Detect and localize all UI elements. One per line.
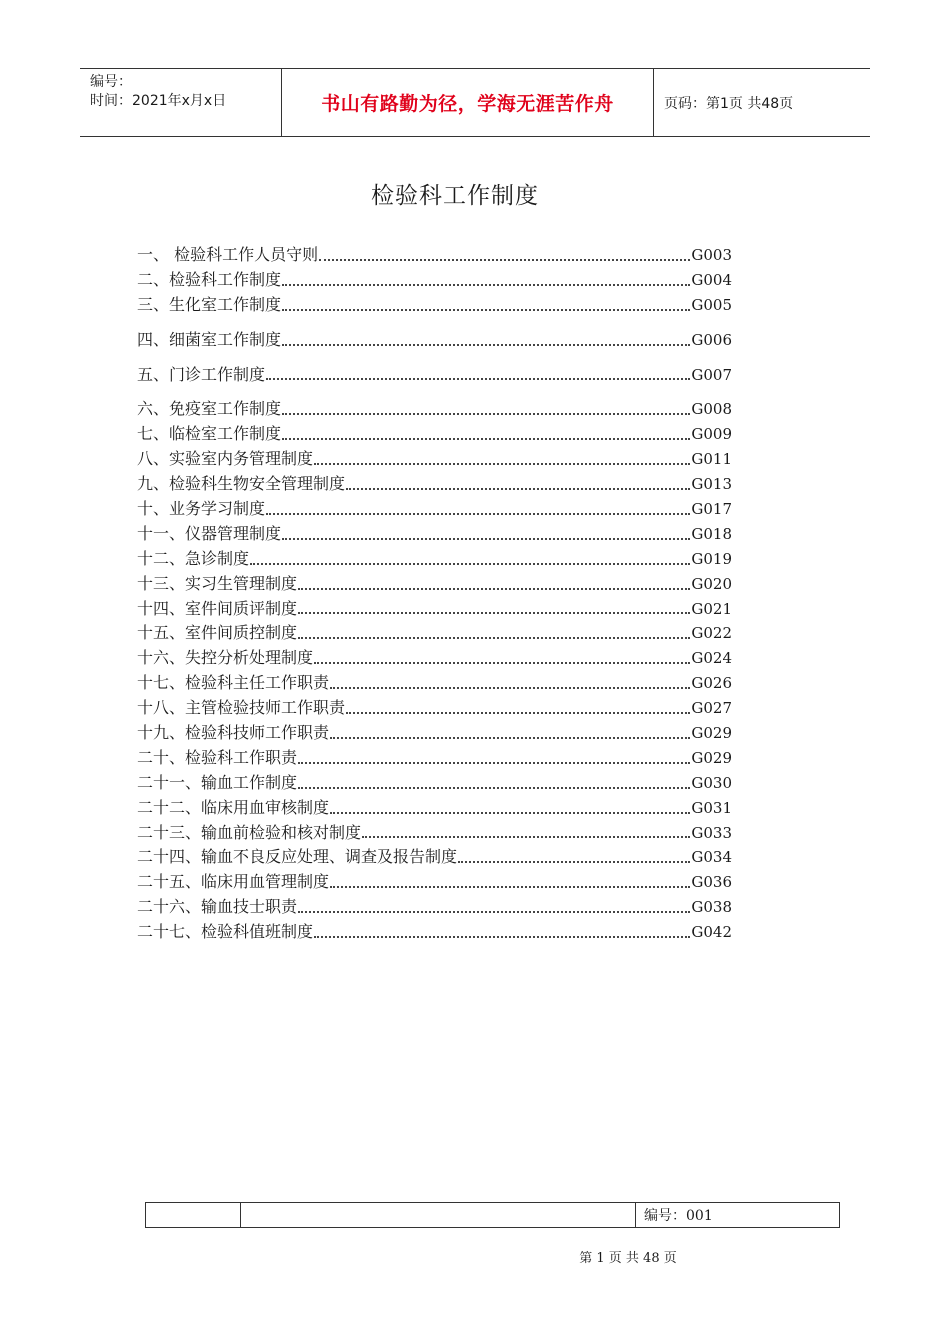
header-number-label: 编号：: [90, 74, 132, 90]
toc-entry-label: 三、生化室工作制度: [137, 294, 282, 314]
toc-entry-label: 二、检验科工作制度: [137, 269, 282, 289]
header-meta-cell: [80, 69, 282, 136]
toc-entry: [137, 671, 732, 696]
toc-entry: [137, 243, 732, 268]
table-of-contents: [137, 243, 732, 945]
toc-entry-page-code: G020: [691, 574, 732, 593]
toc-entry-page-code: G042: [691, 923, 732, 942]
toc-entry-page-code: G026: [691, 674, 732, 693]
toc-entry-label: 十二、急诊制度: [137, 548, 250, 568]
toc-entry: [137, 497, 732, 522]
footer-cell-empty-1: [146, 1203, 241, 1227]
toc-entry-page-code: G038: [691, 898, 732, 917]
document-title: 检验科工作制度: [371, 183, 539, 209]
toc-leader-dots: [282, 309, 690, 311]
toc-entry-page-code: G004: [691, 270, 732, 289]
footer-table: [145, 1202, 840, 1228]
toc-leader-dots: [298, 911, 690, 913]
toc-entry-label: 十、业务学习制度: [137, 499, 266, 518]
toc-entry-label: 五、门诊工作制度: [137, 364, 266, 384]
toc-leader-dots: [298, 762, 690, 764]
toc-entry-label: 十五、室件间质控制度: [137, 623, 298, 643]
toc-entry-label: 二十七、检验科值班制度: [137, 922, 314, 942]
toc-entry: [137, 746, 732, 771]
footer-cell-empty-2: [241, 1203, 636, 1227]
toc-leader-dots: [362, 836, 690, 838]
toc-entry-label: 二十三、输血前检验和核对制度: [137, 822, 362, 842]
toc-entry-page-code: G024: [691, 649, 732, 668]
toc-entry: [137, 821, 732, 846]
toc-entry: [137, 522, 732, 547]
toc-entry-label: 四、细菌室工作制度: [137, 329, 282, 349]
toc-entry: [137, 397, 732, 422]
toc-entry-page-code: G022: [691, 624, 732, 643]
toc-leader-dots: [346, 712, 690, 714]
header-motto-cell: [282, 69, 654, 136]
page-footer: 第 1 页 共 48 页: [579, 1251, 677, 1266]
toc-entry: [137, 646, 732, 671]
toc-entry: [137, 895, 732, 920]
toc-entry: [137, 845, 732, 870]
header-page-cell: [654, 69, 870, 136]
toc-leader-dots: [314, 463, 690, 465]
toc-leader-dots: [282, 344, 690, 346]
toc-entry-label: 十九、检验科技师工作职责: [137, 723, 330, 743]
toc-entry-page-code: G008: [691, 400, 732, 419]
toc-entry-page-code: G027: [691, 699, 732, 718]
header-motto: 书山有路勤为径，学海无涯苦作舟: [321, 93, 614, 115]
toc-entry-label: 七、临检室工作制度: [137, 424, 282, 444]
toc-leader-dots: [282, 438, 690, 440]
toc-entry-page-code: G029: [691, 724, 732, 743]
toc-entry-page-code: G006: [691, 330, 732, 349]
toc-entry: [137, 363, 732, 388]
toc-leader-dots: [330, 737, 690, 739]
toc-entry-page-code: G003: [691, 245, 732, 264]
toc-entry: [137, 696, 732, 721]
toc-leader-dots: [314, 936, 690, 938]
toc-entry-label: 八、实验室内务管理制度: [137, 449, 314, 469]
toc-entry-label: 二十四、输血不良反应处理、调查及报告制度: [137, 847, 458, 867]
toc-entry-page-code: G017: [691, 500, 732, 518]
toc-entry-page-code: G036: [691, 873, 732, 892]
toc-entry-page-code: G018: [691, 524, 732, 543]
toc-leader-dots: [282, 538, 690, 540]
toc-entry: [137, 328, 732, 353]
toc-entry-label: 十一、仪器管理制度: [137, 523, 282, 543]
toc-entry-page-code: G005: [691, 295, 732, 314]
toc-leader-dots: [330, 812, 690, 814]
toc-entry-label: 二十一、输血工作制度: [137, 772, 298, 792]
toc-leader-dots: [346, 488, 690, 490]
toc-entry-label: 六、免疫室工作制度: [137, 399, 282, 419]
toc-entry-label: 十八、主管检验技师工作职责: [137, 698, 346, 718]
toc-leader-dots: [330, 687, 690, 689]
toc-leader-dots: [282, 284, 690, 286]
toc-entry: [137, 597, 732, 622]
toc-entry: [137, 447, 732, 472]
toc-leader-dots: [298, 787, 690, 789]
toc-entry-page-code: G011: [691, 450, 732, 469]
toc-entry-label: 二十五、临床用血管理制度: [137, 872, 330, 892]
toc-entry-label: 十三、实习生管理制度: [137, 573, 298, 593]
toc-entry: [137, 422, 732, 447]
header-page-info: 页码：第1页 共48页: [664, 95, 794, 112]
toc-entry-label: 一、 检验科工作人员守则: [137, 244, 319, 264]
toc-entry-page-code: G034: [691, 848, 732, 867]
toc-entry-label: 十六、失控分析处理制度: [137, 648, 314, 668]
toc-leader-dots: [314, 662, 690, 664]
toc-entry: [137, 547, 732, 572]
toc-entry-page-code: G009: [691, 425, 732, 444]
toc-entry-label: 二十六、输血技士职责: [137, 897, 298, 917]
toc-entry-page-code: G029: [691, 748, 732, 767]
toc-entry-label: 十七、检验科主任工作职责: [137, 673, 330, 693]
toc-leader-dots: [298, 637, 690, 639]
toc-entry: [137, 293, 732, 318]
document-header: [80, 68, 870, 137]
toc-leader-dots: [282, 413, 690, 415]
toc-entry: [137, 771, 732, 796]
toc-leader-dots: [458, 861, 690, 863]
toc-leader-dots: [298, 588, 690, 590]
toc-entry: [137, 796, 732, 821]
toc-leader-dots: [330, 886, 690, 888]
toc-entry: [137, 870, 732, 895]
toc-leader-dots: [319, 259, 690, 261]
toc-entry-label: 十四、室件间质评制度: [137, 598, 298, 618]
toc-entry: [137, 920, 732, 945]
toc-entry: [137, 721, 732, 746]
toc-leader-dots: [298, 612, 690, 614]
toc-entry-page-code: G031: [691, 798, 732, 817]
footer-number: 编号：001: [644, 1208, 713, 1224]
toc-entry: [137, 472, 732, 497]
toc-entry: [137, 268, 732, 293]
toc-leader-dots: [250, 563, 690, 565]
toc-entry-label: 二十、检验科工作职责: [137, 747, 298, 767]
header-date-label: 时间：2021年x月x日: [90, 93, 227, 109]
toc-entry-label: 二十二、临床用血审核制度: [137, 797, 330, 817]
toc-leader-dots: [266, 513, 690, 515]
toc-entry-page-code: G013: [691, 475, 732, 494]
toc-leader-dots: [266, 378, 690, 380]
toc-entry-page-code: G007: [691, 365, 732, 384]
toc-entry-page-code: G019: [691, 549, 732, 568]
toc-entry-label: 九、检验科生物安全管理制度: [137, 474, 346, 494]
toc-entry: [137, 621, 732, 646]
toc-entry-page-code: G033: [691, 823, 732, 842]
toc-entry: [137, 572, 732, 597]
toc-entry-page-code: G021: [691, 599, 732, 618]
toc-entry-page-code: G030: [691, 773, 732, 792]
